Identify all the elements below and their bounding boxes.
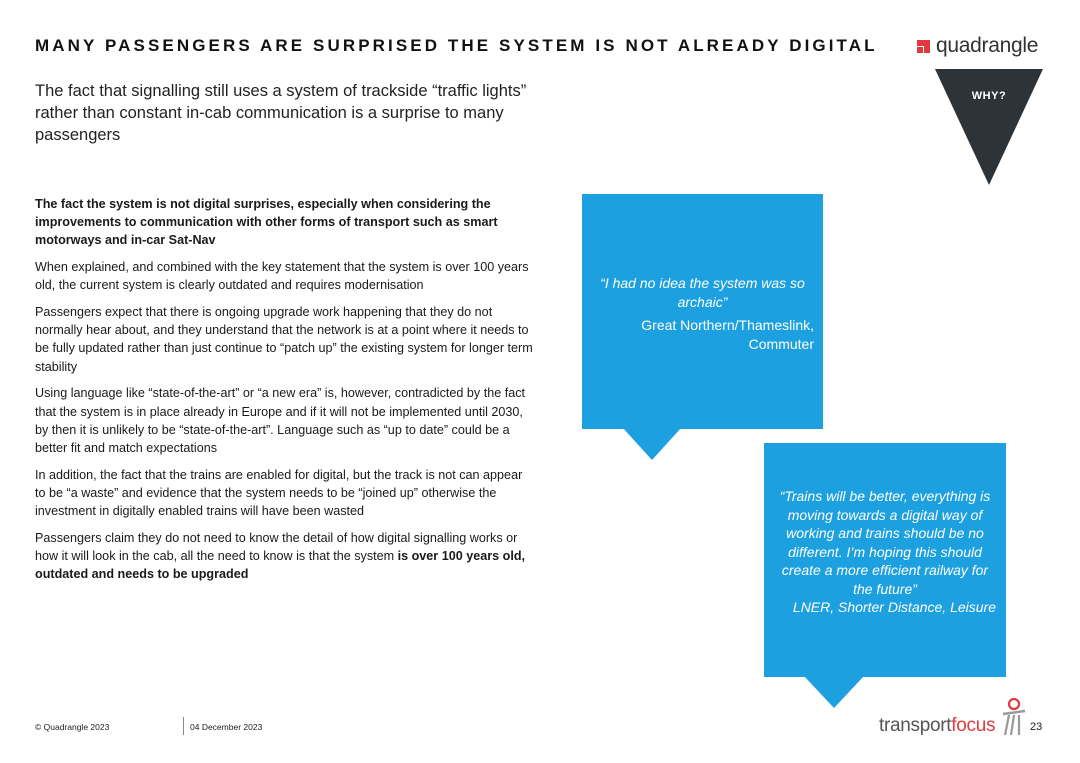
body-text [35, 195, 535, 592]
quote-1-text: “I had no idea the system was so archaic” [600, 275, 805, 310]
quote-bubble-2 [764, 443, 1006, 677]
transport-focus-text-part1: transport [879, 715, 952, 736]
page-title: MANY PASSENGERS ARE SURPRISED THE SYSTEM IS NOT ALREADY DIGITAL [35, 36, 878, 55]
why-label: WHY? [971, 90, 1007, 102]
quadrangle-logo [917, 34, 1038, 58]
transport-focus-text [879, 715, 995, 737]
quote-bubble-1-tail [623, 428, 681, 460]
paragraph-5-bold: is over 100 years old, outdated and needs to be upgraded [35, 548, 526, 582]
paragraph-4: In addition, the fact that the trains are enabled for digital, but the track is not can appear to be “a waste” and evidence that the system needs to be “joined up” otherwise the investment in digitally enabled trains will have been wasted [35, 467, 523, 519]
paragraph-3: Using language like “state-of-the-art” or “a new era” is, however, contradicted by the fact that the system is in place already in Europe and if it will not be implemented until 2030, by then it is unlikely to be “state-of-the-art”. Language such as “up to date” could be a better fit and match expectations [35, 386, 525, 455]
quote-bubble-2-tail [804, 676, 864, 708]
footer-divider [183, 717, 184, 735]
quote-1-attribution: Great Northern/Thameslink, Commuter [641, 317, 814, 352]
paragraph-1: When explained, and combined with the key statement that the system is over 100 years old, the current system is clearly outdated and requires modernisation [35, 260, 529, 293]
footer-date: 04 December 2023 [190, 722, 263, 732]
page-number: 23 [1030, 721, 1043, 733]
quote-bubble-1 [582, 194, 823, 429]
quadrangle-logo-mark-icon [917, 40, 930, 53]
lead-paragraph: The fact the system is not digital surprises, especially when considering the improvements to communication with other forms of transport such as smart motorways and in-car Sat-Nav [35, 197, 498, 248]
paragraph-5-start: Passengers claim they do not need to know the detail of how digital signalling works or how it will look in the cab, all the need to know is that the system [35, 530, 518, 563]
why-triangle [935, 69, 1043, 185]
quote-2-attribution: LNER, Shorter Distance, Leisure [792, 599, 996, 615]
transport-focus-figure-icon [997, 697, 1027, 737]
page-subtitle: The fact that signalling still uses a system of trackside “traffic lights” rather than constant in-cab communication is a surprise to many passengers [35, 82, 527, 144]
footer-copyright: © Quadrangle 2023 [35, 722, 110, 732]
paragraph-2: Passengers expect that there is ongoing upgrade work happening that they do not normally hear about, and they understand that the network is at a point where it needs to be fully updated rather than just continue to “patch up” the existing system for longer term stability [35, 305, 533, 374]
quadrangle-logo-text: quadrangle [936, 34, 1039, 57]
paragraph-5 [35, 529, 535, 584]
transport-focus-text-part2: focus [951, 715, 996, 736]
quote-2-text: “Trains will be better, everything is moving towards a digital way of working and trains should be no different. I’m hoping this should create a more efficient railway for the future” [779, 488, 991, 597]
transport-focus-logo [879, 697, 1027, 737]
